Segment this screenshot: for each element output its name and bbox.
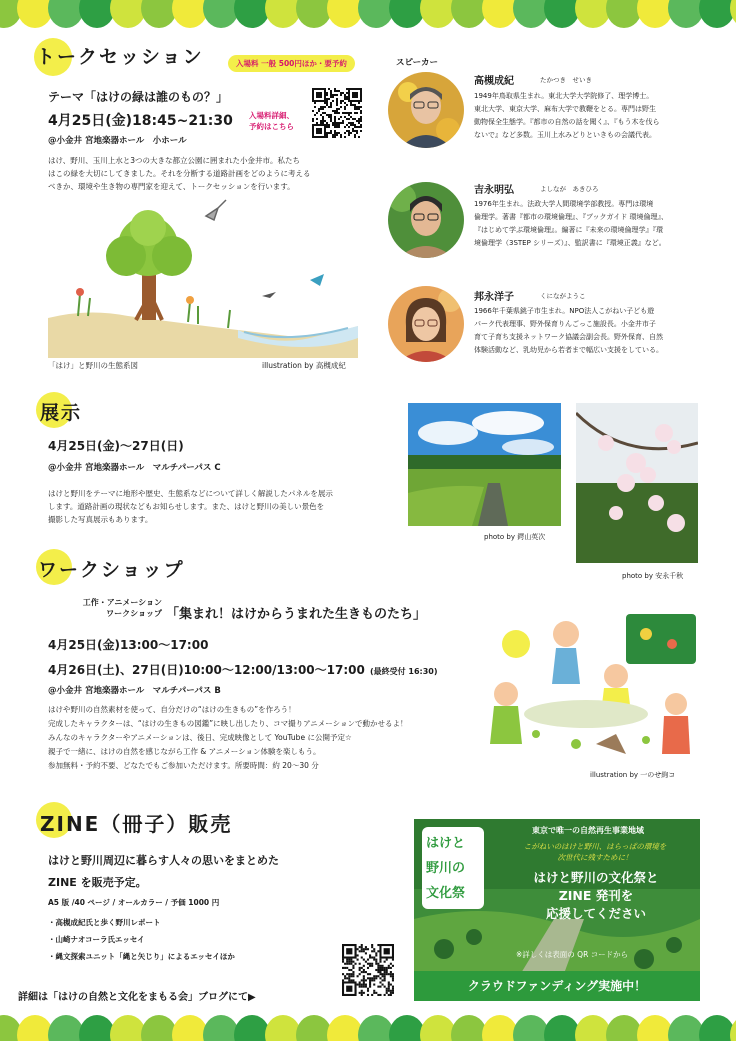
- crowdfunding-top: 東京で唯一の自然再生事業地域: [532, 826, 644, 835]
- exhibit-date: 4月25日(金)～27日(日): [48, 439, 184, 453]
- blog-qr-code[interactable]: [342, 944, 394, 996]
- exhibit-photo1-credit: photo by 鍔山英次: [484, 533, 546, 541]
- workshop-illustration: [476, 604, 698, 764]
- workshop-illus-credit: illustration by 一のせ絢コ: [590, 771, 676, 779]
- workshop-headline: 「集まれ！はけからうまれた生きものたち」: [166, 607, 427, 622]
- zine-spec: A5 版 /40 ページ / オールカラー / 予価 1000 円: [48, 898, 220, 907]
- list-item: ・山崎ナオコーラ氏エッセイ: [48, 935, 145, 944]
- speaker-photo-kuninaga: [388, 286, 464, 362]
- illustration-credit: illustration by 高槻成紀: [262, 361, 346, 370]
- exhibit-photo2-credit: photo by 安永千秋: [622, 572, 684, 580]
- exhibit-section-title: 展示: [40, 398, 82, 425]
- exhibit-photo-blossom: [576, 403, 698, 563]
- talk-qr-code[interactable]: [312, 88, 362, 138]
- speakers-heading: スピーカー: [396, 58, 438, 68]
- talk-date: 4月25日(金)18:45~21:30: [48, 113, 233, 129]
- speaker-bio: 1966年千葉県銚子市生まれ。NPO法人こがねい子ども遊 パーク代表理事、野外保育りんごっこ施設長。小金井市子 育て子育ち支援ネットワーク協議会副会長。野外保育、自然 体験活動など、乳幼児から若者まで幅広い支援をしている。: [474, 307, 663, 354]
- bottom-dot-band: [0, 1007, 736, 1041]
- list-item: ・高槻成紀氏と歩く野川レポート: [48, 918, 161, 927]
- festival-logo-text: はけと 野川の 文化祭: [426, 836, 466, 901]
- top-dot-band: [0, 0, 736, 34]
- speaker-bio: 1976年生まれ。法政大学人間環境学部教授。専門は環境 倫理学。著書『都市の環境倫理』、『ブックガイド 環境倫理』、 『はじめて学ぶ環境倫理』。編著に『未来の環境倫理学』『環 境倫理学（3STEP シリーズ）』、監訳書に『環境正義』など。: [474, 200, 669, 247]
- exhibit-description: はけと野川をテーマに地形や歴史、生態系などについて詳しく解説したパネルを展示 します。道路計画の現状などもお知らせします。また、はけと野川の美しい景色を 撮影した写真展示もあります。: [48, 489, 333, 524]
- zine-section-title: ZINE（冊子）販売: [40, 808, 232, 837]
- zine-contents: [48, 914, 235, 965]
- speaker-name: 吉永明弘: [474, 185, 514, 196]
- workshop-section-title: ワークショップ: [38, 555, 185, 582]
- list-item: ・縄文探索ユニット「縄と矢じり」によるエッセイほか: [48, 952, 235, 961]
- workshop-date-1: 4月25日(金)13:00～17:00: [48, 638, 209, 652]
- illustration-caption: 「はけ」と野川の生態系図: [48, 361, 138, 370]
- workshop-description: はけや野川の自然素材を使って、自分だけの“はけの生きもの”を作ろう！ 完成したキャラクターは、“はけの生きもの図鑑”に映し出したり、コマ撮りアニメーションで動かせるよ！ みんなのキャラクターやアニメーションは、後日、完成映像として YouTube に公開予定☆ 親子で一緒に、はけの自然を感じながら工作 & アニメーション体験を楽しもう。 参加無料・予約不要、どなたでもご参加いただけます。所要時間：約 20～30 分: [48, 705, 408, 770]
- exhibit-venue: @小金井 宮地楽器ホール マルチパーパス C: [48, 463, 221, 473]
- workshop-kind: 工作・アニメーション ワークショップ: [82, 598, 162, 618]
- speaker-name: 邦永洋子: [474, 292, 514, 303]
- speaker-photo-takatsuki: [388, 72, 464, 148]
- speaker-bio: 1949年鳥取県生まれ。東北大学大学院修了、理学博士。 東北大学、東京大学、麻布大学で教鞭をとる。専門は野生 動物保全生態学。『都市の自然の話を聞く』、『もう木を伐ら ないで』など多数。玉川上水みどりといきもの会議代表。: [474, 92, 660, 139]
- speaker-photo-yoshinaga: [388, 182, 464, 258]
- speaker-kana: くにながようこ: [540, 292, 586, 300]
- talk-fee-badge: 入場料 一般 500円ほか・要予約: [228, 55, 355, 72]
- talk-description: はけ、野川、玉川上水と3つの大きな都立公園に囲まれた小金井市。私たち はこの緑を大切にしてきました。それを分断する道路計画をどのように考える べきか、環境や生き物の専門家を迎えて、トークセッションを行います。: [48, 156, 311, 191]
- workshop-venue: @小金井 宮地楽器ホール マルチパーパス B: [48, 686, 221, 696]
- zine-lead: はけと野川周辺に暮らす人々の思いをまとめた ZINE を販売予定。: [48, 854, 279, 889]
- talk-section-title: トークセッション: [36, 42, 204, 69]
- speaker-kana: よしなが あきひろ: [540, 185, 599, 193]
- decor-dot: [730, 1015, 736, 1041]
- blog-link[interactable]: 詳細は「はけの自然と文化をまもる会」ブログにて▶: [18, 992, 256, 1003]
- talk-theme: テーマ「はけの緑は誰のもの？」: [48, 90, 229, 104]
- crowdfunding-main: はけと野川の文化祭と ZINE 発刊を 応援してください: [533, 870, 659, 921]
- decor-dot: [730, 0, 736, 28]
- speaker-name: 高槻成紀: [474, 76, 514, 87]
- talk-venue: @小金井 宮地楽器ホール 小ホール: [48, 136, 187, 146]
- crowdfunding-sub: こがねいのはけと野川、はらっぱの環境を 次世代に残すために！: [523, 842, 667, 862]
- crowdfunding-panel[interactable]: [414, 819, 700, 1001]
- crowdfunding-note: ※詳しくは表面の QR コードから: [516, 950, 629, 959]
- talk-qr-label: 入場料詳細、 予約はこちら: [249, 111, 294, 131]
- crowdfunding-banner[interactable]: クラウドファンディング実施中！: [414, 971, 700, 1001]
- exhibit-photo-river: [408, 403, 561, 526]
- workshop-date-2: 4月26日(土)、27日(日)10:00～12:00/13:00～17:00 (最終受付 16:30): [48, 663, 438, 677]
- speaker-kana: たかつき せいき: [540, 76, 592, 84]
- ecosystem-illustration: [48, 198, 358, 358]
